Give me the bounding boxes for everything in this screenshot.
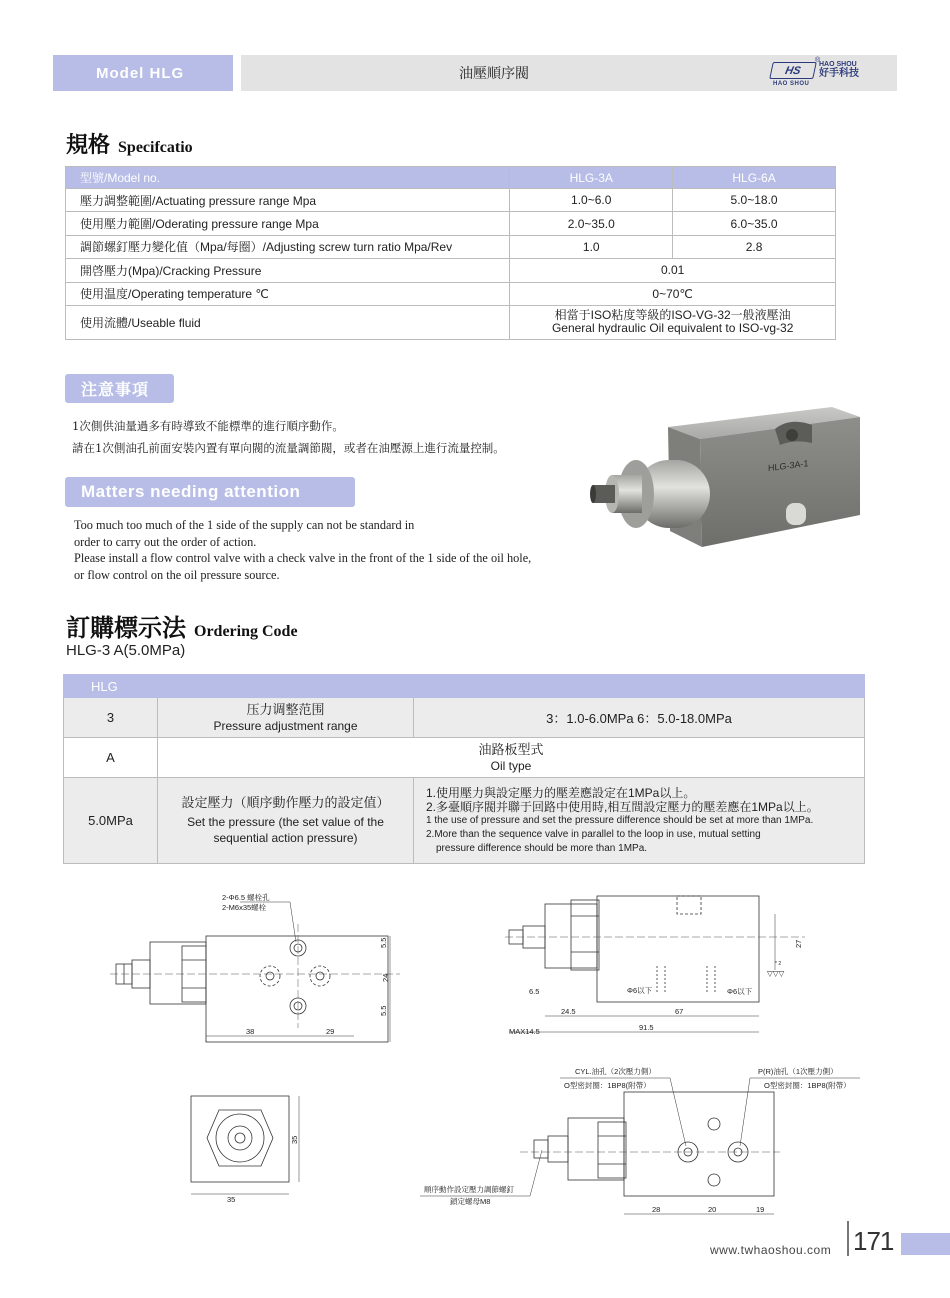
notice-en-label: Matters needing attention [65,477,355,507]
spec-label: 開啓壓力(Mpa)/Cracking Pressure [66,259,510,282]
dim-20: 20 [708,1205,717,1214]
notice-cn-line2: 請在1次側油孔前面安裝內置有單向閥的流量調節閥，或者在油壓源上進行流量控制。 [72,441,505,455]
spec-label: 使用温度/Operating temperature ℃ [66,282,510,305]
spec-header-model: 型號/Model no. [66,167,510,189]
ordering-heading-cn: 訂購標示法 [66,613,186,642]
ordering-code-example: HLG-3 A(5.0MPa) [66,642,186,659]
surface-finish-mark: ▽▽▽ [767,969,785,978]
spec-label: 壓力調整範圍/Actuating pressure range Mpa [66,189,510,212]
spec-header-hlg3a: HLG-3A [510,167,673,189]
label-cn: 油路板型式 [478,741,544,757]
notice-en-line: Too much too much of the 1 side of the supply can not be standard in [74,518,415,532]
spec-value: 2.0~35.0 [510,212,673,235]
spec-row [66,305,836,339]
spec-heading-en: Specifcatio [118,139,193,156]
valve-product-photo [590,395,865,555]
dim-35-width: 35 [227,1195,236,1204]
spec-value: 1.0 [510,235,673,258]
label-en: Set the pressure (the set value of the [187,815,384,829]
spec-label: 使用壓力範圍/Oderating pressure range Mpa [66,212,510,235]
fluid-cn: 相當于ISO粘度等級的ISO-VG-32一般液壓油 [554,308,791,323]
photo-engraving: HLG-3A-1 [768,458,809,474]
dim-91-5: 91.5 [639,1023,654,1032]
dim-19: 19 [756,1205,765,1214]
dim-67: 67 [675,1007,684,1016]
dim-5-5-bottom: 5.5 [379,1005,388,1016]
spec-header-hlg6a: HLG-6A [673,167,836,189]
dim-5-5-top: 5.5 [379,937,388,948]
port-diameter-2: Φ6以下 [727,987,753,996]
logo-badge-sub: HAO SHOU [773,80,810,87]
ordering-notes [414,778,865,864]
ordering-key: 3 [64,698,158,738]
bolt-hole-label: 2-Φ6.5 螺栓孔 [222,893,270,902]
spec-value: 0.01 [510,259,836,282]
spec-row [66,235,836,258]
port-diameter-1: Φ6以下 [627,986,653,995]
note: 2.More than the sequence valve in parallel to the loop in use, mutual setting [426,828,761,840]
dim-29: 29 [326,1027,335,1036]
brand-logo [771,56,859,87]
notice-en-line: Please install a flow control valve with a check valve in the front of the 1 side of the oil hole, [74,551,532,565]
ordering-label [158,738,865,778]
logo-text-en: HAO SHOU [819,61,857,68]
ordering-table [63,674,865,864]
pr-port-label: P(R)油孔（1次壓力側） [758,1067,838,1076]
spec-value: 1.0~6.0 [510,189,673,212]
page-number: 171 [853,1226,894,1256]
ordering-header: HLG [64,675,865,698]
label-en: Pressure adjustment range [213,718,358,733]
drawing-side-view [505,890,815,1040]
adjust-screw-label: 順序動作設定壓力調節螺釘 [424,1185,514,1194]
notice-cn-line1: 1次側供油量過多有時導致不能標準的進行順序動作。 [72,419,344,433]
spec-row [66,282,836,305]
drawing-end-view [185,1090,305,1210]
ordering-row [64,698,865,738]
spec-value: 5.0~18.0 [673,189,836,212]
dim-38: 38 [246,1027,255,1036]
spec-row [66,189,836,212]
cyl-oring-label: O型密封圈：1BP8(附帶） [564,1081,651,1090]
dim-24: 24 [381,973,390,982]
label-en: sequential action pressure) [213,831,358,845]
cyl-port-label: CYL.油孔（2次壓力側） [575,1067,656,1076]
footer-divider [847,1221,849,1256]
logo-badge: HS [769,62,817,79]
dim-24-5: 24.5 [561,1007,576,1016]
note: 2.多臺順序閥并聯于回路中使用時,相互間設定壓力的壓差應在1MPa以上。 [426,799,819,814]
notice-cn-label: 注意事項 [65,374,174,403]
spec-row [66,212,836,235]
dim-35-height: 35 [290,1135,299,1144]
ordering-row [64,738,865,778]
footer-accent-block [901,1233,950,1255]
logo-text-cn: 好手科技 [819,68,859,79]
dim-27: 27 [794,939,803,948]
spec-table [65,166,836,340]
notice-en-line: order to carry out the order of action. [74,534,257,549]
spec-value: 2.8 [673,235,836,258]
ordering-key: A [64,738,158,778]
spec-heading-cn: 規格 [66,132,111,158]
spec-label: 使用流體/Useable fluid [66,305,510,339]
spec-header-row [66,167,836,189]
spec-heading [66,128,193,159]
logo-registered-mark: ® [815,56,821,64]
dim-6-5: 6.5 [529,987,540,996]
note: 1 the use of pressure and set the pressure difference should be set at more than 1MPa. [426,814,814,826]
ordering-header-row [64,675,865,698]
dim-28: 28 [652,1205,661,1214]
footer-url: www.twhaoshou.com [710,1243,832,1257]
lock-nut-label: 鎖定螺母M8 [450,1197,491,1206]
spec-value [510,305,836,339]
dim-max-14-5: MAX14.5 [509,1027,540,1036]
note: pressure difference should be more than 1MPa. [436,842,648,854]
ordering-label [158,778,414,864]
ordering-heading-en: Ordering Code [194,623,298,640]
spec-row [66,259,836,282]
note: 1.使用壓力與設定壓力的壓差應設定在1MPa以上。 [426,785,696,800]
model-label [53,55,233,91]
label-cn: 压力调整范围 [246,701,325,717]
spec-label: 調節螺釘壓力變化值（Mpa/每圈）/Adjusting screw turn ratio Mpa/Rev [66,235,510,258]
drawing-bottom-view [420,1066,870,1224]
fluid-en: General hydraulic Oil equivalent to ISO-vg-32 [551,321,794,336]
label-en: Oil type [490,758,532,773]
bolt-size-label: 2-M6x35螺栓 [222,903,267,912]
model-text: Model HLG [96,64,185,82]
drawing-front-view [110,888,410,1048]
ordering-row [64,778,865,864]
ordering-heading [66,608,298,643]
surface-finish-sup: * 2 [775,961,782,967]
page-title: 油壓順序閥 [459,65,529,81]
pr-oring-label: O型密封圈：1BP8(附帶） [764,1081,851,1090]
notice-en-text [74,517,531,583]
header-bar [241,55,897,91]
ordering-key: 5.0MPa [64,778,158,864]
spec-value: 0~70℃ [510,282,836,305]
ordering-value: 3：1.0-6.0MPa 6：5.0-18.0MPa [414,698,865,738]
label-cn: 設定壓力（順序動作壓力的設定值） [181,795,390,810]
notice-en-line: or flow control on the oil pressure source. [74,567,280,582]
ordering-label [158,698,414,738]
spec-value: 6.0~35.0 [673,212,836,235]
